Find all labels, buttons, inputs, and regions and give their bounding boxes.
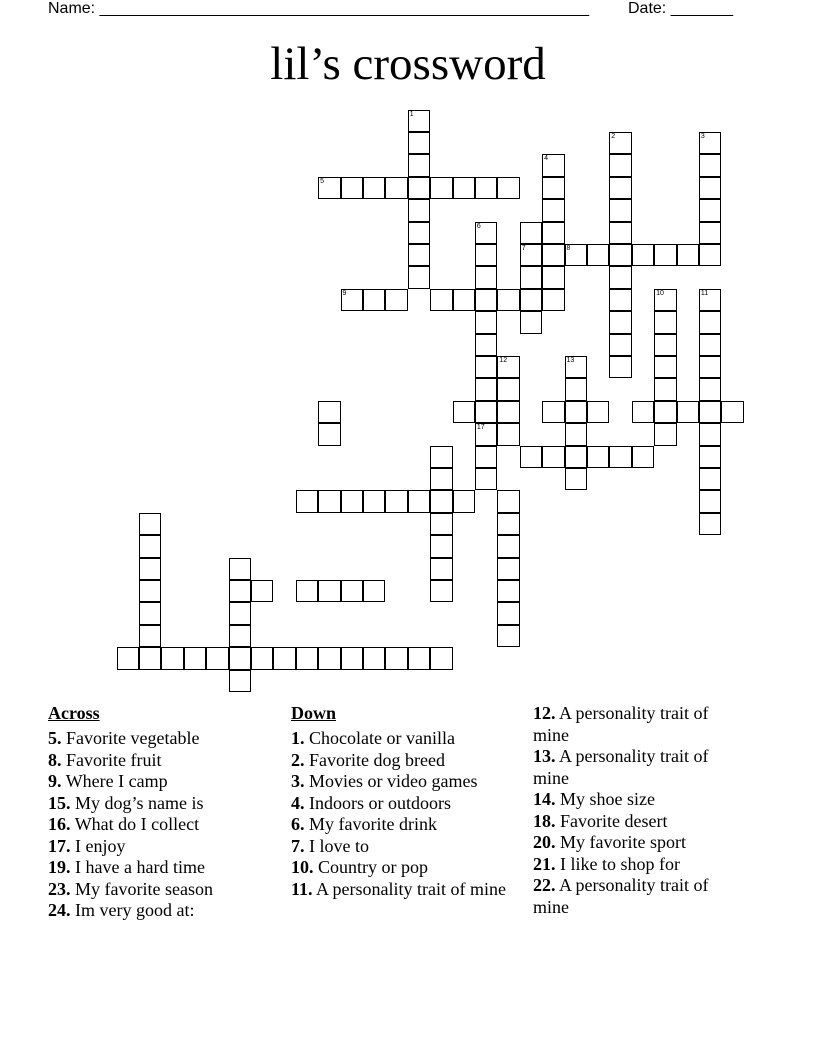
grid-cell[interactable] — [699, 311, 722, 334]
grid-cell[interactable] — [542, 266, 565, 289]
grid-cell[interactable] — [408, 199, 431, 222]
grid-cell[interactable] — [229, 602, 252, 625]
clue-text: My favorite season — [75, 878, 213, 899]
grid-cell[interactable] — [385, 177, 408, 200]
grid-cell[interactable] — [542, 446, 565, 469]
clue-number-label: 5. — [48, 728, 62, 748]
clue-text: A personality trait of mine — [316, 878, 506, 899]
clue-number: 7 — [521, 244, 526, 252]
clue-text: My dog’s name is — [75, 792, 204, 813]
clue-number-label: 22. — [533, 875, 556, 895]
grid-cell[interactable] — [654, 311, 677, 334]
clue-text: Favorite desert — [560, 810, 668, 831]
grid-cell[interactable] — [341, 177, 364, 200]
clue-text: A personality trait of mine — [533, 746, 709, 788]
clue-item — [291, 771, 506, 793]
grid-cell[interactable] — [609, 446, 632, 469]
grid-cell[interactable] — [139, 513, 162, 536]
grid-cell[interactable] — [654, 289, 677, 312]
grid-cell[interactable] — [654, 378, 677, 401]
grid-cell[interactable] — [497, 513, 520, 536]
clue-text: I have a hard time — [75, 857, 205, 877]
clue-text: My shoe size — [560, 789, 655, 809]
clue-number: 17 — [476, 424, 485, 432]
grid-cell[interactable] — [430, 468, 453, 491]
grid-cell[interactable] — [408, 110, 431, 133]
grid-cell[interactable] — [699, 490, 722, 513]
grid-cell[interactable] — [139, 558, 162, 581]
clue-item — [291, 814, 506, 836]
clue-text: Where I camp — [65, 771, 168, 791]
grid-cell[interactable] — [520, 244, 543, 267]
grid-cell[interactable] — [565, 446, 588, 469]
grid-cell[interactable] — [430, 513, 453, 536]
clue-text: My favorite drink — [309, 814, 437, 834]
clue-number-label: 20. — [533, 832, 556, 852]
grid-cell[interactable] — [139, 602, 162, 625]
clue-number-label: 21. — [533, 853, 556, 874]
grid-cell[interactable] — [341, 580, 364, 603]
grid-cell[interactable] — [565, 468, 588, 491]
clue-number: 5 — [320, 177, 324, 185]
grid-cell[interactable] — [609, 266, 632, 289]
grid-cell[interactable] — [430, 647, 453, 670]
clue-item — [533, 875, 748, 918]
clue-number-label: 11. — [291, 878, 313, 899]
clue-item — [291, 750, 506, 772]
grid-cell[interactable] — [430, 490, 453, 513]
grid-cell[interactable] — [632, 446, 655, 469]
grid-cell[interactable] — [520, 266, 543, 289]
grid-cell[interactable] — [699, 289, 722, 312]
grid-cell[interactable] — [475, 266, 498, 289]
grid-cell[interactable] — [565, 378, 588, 401]
grid-cell[interactable] — [363, 647, 386, 670]
grid-cell[interactable] — [632, 401, 655, 424]
clue-text: I love to — [309, 835, 369, 856]
clue-text: Chocolate or vanilla — [309, 728, 455, 748]
grid-cell[interactable] — [139, 647, 162, 670]
clue-item — [291, 879, 506, 901]
grid-cell[interactable] — [408, 177, 431, 200]
grid-cell[interactable] — [542, 401, 565, 424]
clue-number: 6 — [476, 222, 481, 230]
grid-cell[interactable] — [341, 490, 364, 513]
grid-cell[interactable] — [565, 244, 588, 267]
grid-cell[interactable] — [609, 244, 632, 267]
grid-cell[interactable] — [654, 356, 677, 379]
grid-cell[interactable] — [699, 378, 722, 401]
grid-cell[interactable] — [475, 311, 498, 334]
clue-number-label: 14. — [533, 789, 556, 809]
grid-cell[interactable] — [318, 177, 341, 200]
clue-number-label: 12. — [533, 703, 556, 723]
grid-cell[interactable] — [430, 289, 453, 312]
clue-number-label: 9. — [48, 771, 62, 791]
clue-item — [48, 879, 268, 901]
grid-cell[interactable] — [229, 647, 252, 670]
grid-cell[interactable] — [699, 222, 722, 245]
grid-cell[interactable] — [318, 490, 341, 513]
grid-cell[interactable] — [206, 647, 229, 670]
clue-item — [533, 703, 748, 746]
grid-cell[interactable] — [229, 558, 252, 581]
grid-cell[interactable] — [385, 647, 408, 670]
grid-cell[interactable] — [408, 490, 431, 513]
grid-cell[interactable] — [251, 580, 274, 603]
clue-text: Country or pop — [318, 857, 428, 877]
clue-number: 2 — [611, 132, 616, 140]
grid-cell[interactable] — [341, 289, 364, 312]
grid-cell[interactable] — [520, 446, 543, 469]
grid-cell[interactable] — [654, 423, 677, 446]
grid-cell[interactable] — [542, 244, 565, 267]
grid-cell[interactable] — [318, 647, 341, 670]
grid-cell[interactable] — [318, 580, 341, 603]
grid-cell[interactable] — [699, 177, 722, 200]
grid-cell[interactable] — [699, 334, 722, 357]
grid-cell[interactable] — [542, 154, 565, 177]
clue-number: 10 — [656, 289, 664, 297]
grid-cell[interactable] — [184, 647, 207, 670]
grid-cell[interactable] — [497, 558, 520, 581]
grid-cell[interactable] — [117, 647, 140, 670]
clue-number-label: 17. — [48, 835, 71, 856]
down-clues — [291, 702, 506, 900]
clue-number: 13 — [566, 356, 575, 364]
grid-cell[interactable] — [632, 244, 655, 267]
grid-cell[interactable] — [408, 154, 431, 177]
clue-number-label: 4. — [291, 792, 305, 813]
grid-cell[interactable] — [497, 625, 520, 648]
clue-text: My favorite sport — [560, 832, 686, 852]
grid-cell[interactable] — [654, 401, 677, 424]
grid-cell[interactable] — [542, 289, 565, 312]
grid-cell[interactable] — [475, 289, 498, 312]
date-line: Date: _______ — [628, 0, 733, 17]
grid-cell[interactable] — [699, 356, 722, 379]
clue-item — [48, 771, 268, 793]
clue-item — [48, 750, 268, 772]
grid-cell[interactable] — [497, 423, 520, 446]
grid-cell[interactable] — [520, 311, 543, 334]
grid-cell[interactable] — [587, 446, 610, 469]
clue-item — [48, 814, 268, 836]
clue-text: Indoors or outdoors — [309, 792, 451, 813]
grid-cell[interactable] — [475, 378, 498, 401]
grid-cell[interactable] — [139, 535, 162, 558]
grid-cell[interactable] — [430, 580, 453, 603]
grid-cell[interactable] — [139, 580, 162, 603]
clue-number: 3 — [700, 132, 705, 140]
clue-text: Favorite fruit — [66, 749, 162, 770]
grid-cell[interactable] — [699, 132, 722, 155]
clue-number: 8 — [566, 244, 571, 252]
grid-cell[interactable] — [520, 222, 543, 245]
grid-cell[interactable] — [721, 401, 744, 424]
grid-cell[interactable] — [453, 401, 476, 424]
clue-number: 9 — [342, 289, 347, 297]
grid-cell[interactable] — [609, 356, 632, 379]
grid-cell[interactable] — [654, 334, 677, 357]
clue-number-label: 8. — [48, 749, 62, 770]
clue-item — [48, 728, 268, 750]
grid-cell[interactable] — [699, 513, 722, 536]
grid-cell[interactable] — [430, 535, 453, 558]
clue-number: 1 — [409, 110, 414, 118]
grid-cell[interactable] — [475, 446, 498, 469]
clue-item — [291, 793, 506, 815]
grid-cell[interactable] — [699, 423, 722, 446]
clue-item — [48, 793, 268, 815]
grid-cell[interactable] — [408, 647, 431, 670]
grid-cell[interactable] — [609, 154, 632, 177]
grid-cell[interactable] — [363, 490, 386, 513]
clue-number-label: 24. — [48, 900, 71, 920]
clue-number-label: 13. — [533, 746, 556, 766]
grid-cell[interactable] — [385, 490, 408, 513]
clue-text: I like to shop for — [560, 853, 680, 874]
grid-cell[interactable] — [609, 289, 632, 312]
grid-cell[interactable] — [430, 177, 453, 200]
clue-item — [48, 857, 268, 879]
grid-cell[interactable] — [699, 401, 722, 424]
grid-cell[interactable] — [654, 244, 677, 267]
clue-text: What do I collect — [74, 814, 200, 834]
grid-cell[interactable] — [587, 244, 610, 267]
grid-cell[interactable] — [565, 423, 588, 446]
grid-cell[interactable] — [475, 222, 498, 245]
grid-cell[interactable] — [497, 580, 520, 603]
grid-cell[interactable] — [430, 446, 453, 469]
clue-number-label: 1. — [291, 728, 305, 748]
across-heading: Across — [48, 703, 100, 723]
clue-item — [533, 746, 748, 789]
clue-item — [291, 728, 506, 750]
grid-cell[interactable] — [497, 177, 520, 200]
grid-cell[interactable] — [497, 356, 520, 379]
clue-number-label: 10. — [291, 857, 314, 877]
grid-cell[interactable] — [542, 199, 565, 222]
grid-cell[interactable] — [475, 401, 498, 424]
grid-cell[interactable] — [453, 289, 476, 312]
grid-cell[interactable] — [453, 177, 476, 200]
grid-cell[interactable] — [520, 289, 543, 312]
clue-number: 12 — [499, 356, 508, 364]
grid-cell[interactable] — [363, 289, 386, 312]
clue-item — [291, 857, 506, 879]
grid-cell[interactable] — [475, 356, 498, 379]
grid-cell[interactable] — [497, 602, 520, 625]
grid-cell[interactable] — [609, 199, 632, 222]
grid-cell[interactable] — [565, 401, 588, 424]
grid-cell[interactable] — [229, 625, 252, 648]
clue-number-label: 6. — [291, 814, 305, 834]
grid-cell[interactable] — [296, 580, 319, 603]
grid-cell[interactable] — [229, 580, 252, 603]
clue-text: Movies or video games — [309, 771, 478, 791]
grid-cell[interactable] — [609, 132, 632, 155]
clue-number: 11 — [700, 289, 709, 297]
grid-cell[interactable] — [475, 334, 498, 357]
grid-cell[interactable] — [475, 423, 498, 446]
clue-number-label: 3. — [291, 771, 305, 791]
grid-cell[interactable] — [609, 334, 632, 357]
grid-cell[interactable] — [139, 625, 162, 648]
grid-cell[interactable] — [699, 446, 722, 469]
grid-cell[interactable] — [408, 266, 431, 289]
grid-cell[interactable] — [699, 244, 722, 267]
grid-cell[interactable] — [453, 490, 476, 513]
across-clues — [48, 702, 268, 922]
grid-cell[interactable] — [699, 199, 722, 222]
grid-cell[interactable] — [677, 244, 700, 267]
clue-text: Im very good at: — [75, 900, 195, 920]
grid-cell[interactable] — [430, 558, 453, 581]
grid-cell[interactable] — [609, 222, 632, 245]
grid-cell[interactable] — [497, 378, 520, 401]
grid-cell[interactable] — [408, 222, 431, 245]
clue-item — [533, 811, 748, 833]
clue-item — [533, 854, 748, 876]
grid-cell[interactable] — [408, 132, 431, 155]
grid-cell[interactable] — [341, 647, 364, 670]
grid-cell[interactable] — [542, 222, 565, 245]
grid-cell[interactable] — [497, 401, 520, 424]
clue-text: Favorite dog breed — [309, 749, 445, 770]
name-line: Name: _______________________________________________________ — [48, 0, 589, 17]
grid-cell[interactable] — [497, 289, 520, 312]
clue-number-label: 2. — [291, 749, 305, 770]
grid-cell[interactable] — [497, 490, 520, 513]
clue-number-label: 19. — [48, 857, 71, 877]
grid-cell[interactable] — [475, 244, 498, 267]
grid-cell[interactable] — [318, 423, 341, 446]
grid-cell[interactable] — [273, 647, 296, 670]
grid-cell[interactable] — [497, 535, 520, 558]
down-clues-continued — [533, 703, 748, 918]
grid-cell[interactable] — [363, 177, 386, 200]
page-title: lil’s crossword — [270, 38, 546, 90]
grid-cell[interactable] — [475, 177, 498, 200]
clue-number-label: 7. — [291, 835, 305, 856]
clue-number-label: 18. — [533, 810, 556, 831]
grid-cell[interactable] — [475, 468, 498, 491]
grid-cell[interactable] — [699, 154, 722, 177]
clue-item — [48, 836, 268, 858]
grid-cell[interactable] — [363, 580, 386, 603]
grid-cell[interactable] — [296, 490, 319, 513]
grid-cell[interactable] — [609, 177, 632, 200]
grid-cell[interactable] — [587, 401, 610, 424]
clue-text: I enjoy — [75, 835, 126, 856]
clue-item — [291, 836, 506, 858]
grid-cell[interactable] — [229, 670, 252, 693]
grid-cell[interactable] — [408, 244, 431, 267]
down-heading: Down — [291, 703, 337, 723]
grid-cell[interactable] — [385, 289, 408, 312]
clue-number-label: 16. — [48, 814, 71, 834]
clue-number-label: 15. — [48, 792, 71, 813]
grid-cell[interactable] — [609, 311, 632, 334]
grid-cell[interactable] — [542, 177, 565, 200]
grid-cell[interactable] — [677, 401, 700, 424]
clue-item — [48, 900, 268, 922]
grid-cell[interactable] — [318, 401, 341, 424]
clue-item — [533, 789, 748, 811]
clue-text: A personality trait of mine — [533, 703, 709, 745]
clue-item — [533, 832, 748, 854]
clue-number-label: 23. — [48, 878, 71, 899]
clue-number: 4 — [544, 155, 548, 163]
clue-text: A personality trait of mine — [533, 875, 709, 917]
grid-cell[interactable] — [699, 468, 722, 491]
grid-cell[interactable] — [565, 356, 588, 379]
grid-cell[interactable] — [251, 647, 274, 670]
grid-cell[interactable] — [296, 647, 319, 670]
clue-text: Favorite vegetable — [66, 728, 200, 748]
grid-cell[interactable] — [161, 647, 184, 670]
